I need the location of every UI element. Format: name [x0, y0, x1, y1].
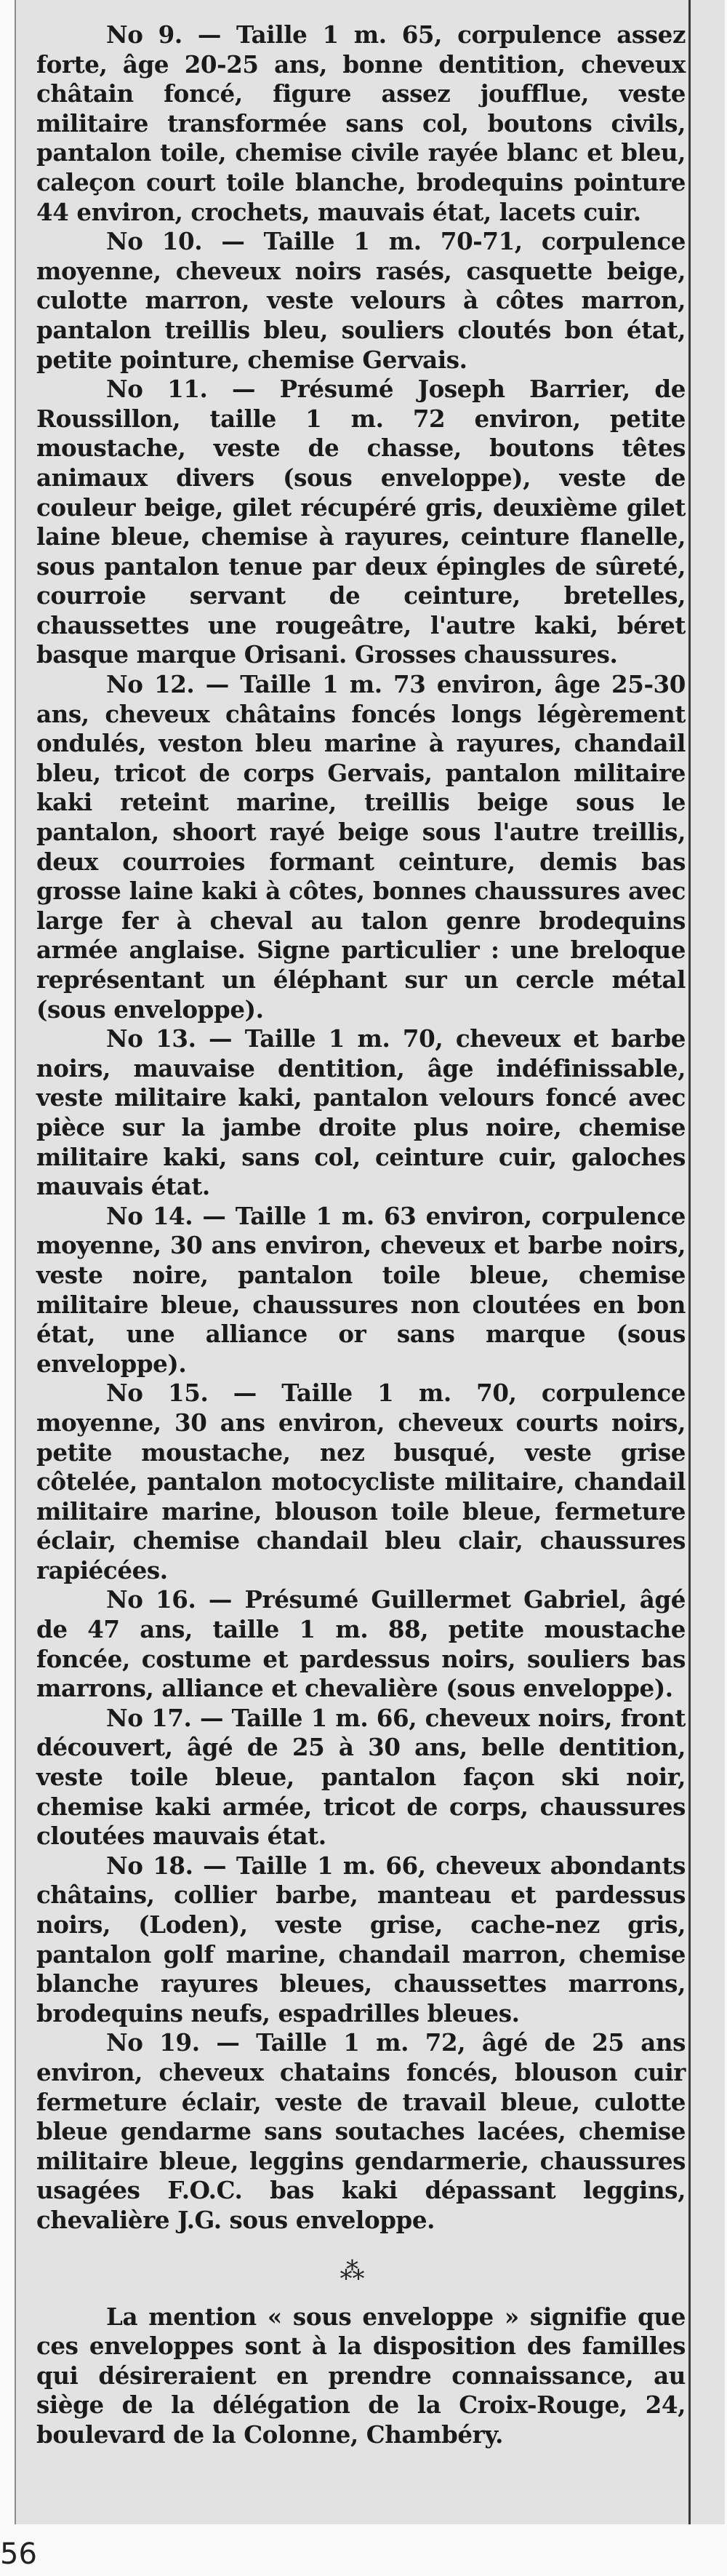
- entry-no-19: No 19. — Taille 1 m. 72, âgé de 25 ans environ, cheveux chatains foncés, blouson cuir fermeture éclair, veste de travail bleue, culotte bleue gendarme sans soutaches lacées, chemise militaire bleue, leggins gendarmerie, chaussures usagées F.O.C. bas kaki dépassant leggins, chevalière J.G. sous enveloppe.: [36, 2028, 686, 2234]
- text-column: [16, 0, 691, 2524]
- entry-no-17: No 17. — Taille 1 m. 66, cheveux noirs, front découvert, âgé de 25 à 30 ans, belle dentition, veste toile bleue, pantalon façon ski noir, chemise kaki armée, tricot de corps, chaussures cloutées mauvais état.: [36, 1703, 686, 1851]
- entry-no-15: No 15. — Taille 1 m. 70, corpulence moyenne, 30 ans environ, cheveux courts noirs, petite moustache, nez busqué, veste grise côtelée, pantalon motocycliste militaire, chandail militaire marine, blouson toile bleue, fermeture éclair, chemise chandail bleu clair, chaussures rapiécées.: [36, 1379, 686, 1584]
- entry-no-9: No 9. — Taille 1 m. 65, corpulence assez forte, âge 20-25 ans, bonne dentition, cheveux châtain foncé, figure assez joufflue, veste militaire transformée sans col, boutons civils, pantalon toile, chemise civile rayée blanc et bleu, caleçon court toile blanche, brodequins pointure 44 environ, crochets, mauvais état, lacets cuir.: [36, 20, 686, 226]
- entry-no-14: No 14. — Taille 1 m. 63 environ, corpulence moyenne, 30 ans environ, cheveux et barbe noirs, veste noire, pantalon toile bleue, chemise militaire bleue, chaussures non cloutées en bon état, une alliance or sans marque (sous enveloppe).: [36, 1201, 686, 1378]
- entry-no-12: No 12. — Taille 1 m. 73 environ, âge 25-30 ans, cheveux châtains foncés longs légèrement ondulés, veston bleu marine à rayures, chandail bleu, tricot de corps Gervais, pantalon militaire kaki reteint marine, treillis beige sous le pantalon, shoort rayé beige sous l'autre treillis, deux courroies formant ceinture, demis bas grosse laine kaki à côtes, bonnes chaussures avec large fer à cheval au talon genre brodequins armée anglaise. Signe particulier : une breloque représentant un éléphant sur un cercle métal (sous enveloppe).: [36, 670, 686, 1024]
- entry-no-18: No 18. — Taille 1 m. 66, cheveux abondants châtains, collier barbe, manteau et pardessus noirs, (Loden), veste grise, cache-nez gris, pantalon golf marine, chandail marron, chemise blanche rayures bleues, chaussettes marrons, brodequins neufs, espadrilles bleues.: [36, 1851, 686, 2027]
- page-number: 56: [0, 2537, 37, 2571]
- entry-no-16: No 16. — Présumé Guillermet Gabriel, âgé de 47 ans, taille 1 m. 88, petite moustache foncée, costume et pardessus noirs, souliers bas marrons, alliance et chevalière (sous enveloppe).: [36, 1585, 686, 1703]
- entry-no-11: No 11. — Présumé Joseph Barrier, de Roussillon, taille 1 m. 72 environ, petite moustache, veste de chasse, boutons têtes animaux divers (sous enveloppe), veste de couleur beige, gilet récupéré gris, deuxième gilet laine bleue, chemise à rayures, ceinture flanelle, sous pantalon tenue par deux épingles de sûreté, courroie servant de ceinture, bretelles, chaussettes une rougeâtre, l'autre kaki, béret basque marque Orisani. Grosses chaussures.: [36, 375, 686, 669]
- entry-no-10: No 10. — Taille 1 m. 70-71, corpulence moyenne, cheveux noirs rasés, casquette beige, culotte marron, veste velours à côtes marron, pantalon treillis bleu, souliers cloutés bon état, petite pointure, chemise Gervais.: [36, 227, 686, 374]
- closing-note: La mention « sous enveloppe » signifie que ces enveloppes sont à la disposition des familles qui désireraient en prendre connaissance, au siège de la délégation de la Croix-Rouge, 24, boulevard de la Colonne, Chambéry.: [36, 2302, 686, 2449]
- section-separator: ⁂: [340, 2256, 365, 2286]
- entry-no-13: No 13. — Taille 1 m. 70, cheveux et barbe noirs, mauvaise dentition, âge indéfinissable, veste militaire kaki, pantalon velours foncé avec pièce sur la jambe droite plus noire, chemise militaire kaki, sans col, ceinture cuir, galoches mauvais état.: [36, 1024, 686, 1201]
